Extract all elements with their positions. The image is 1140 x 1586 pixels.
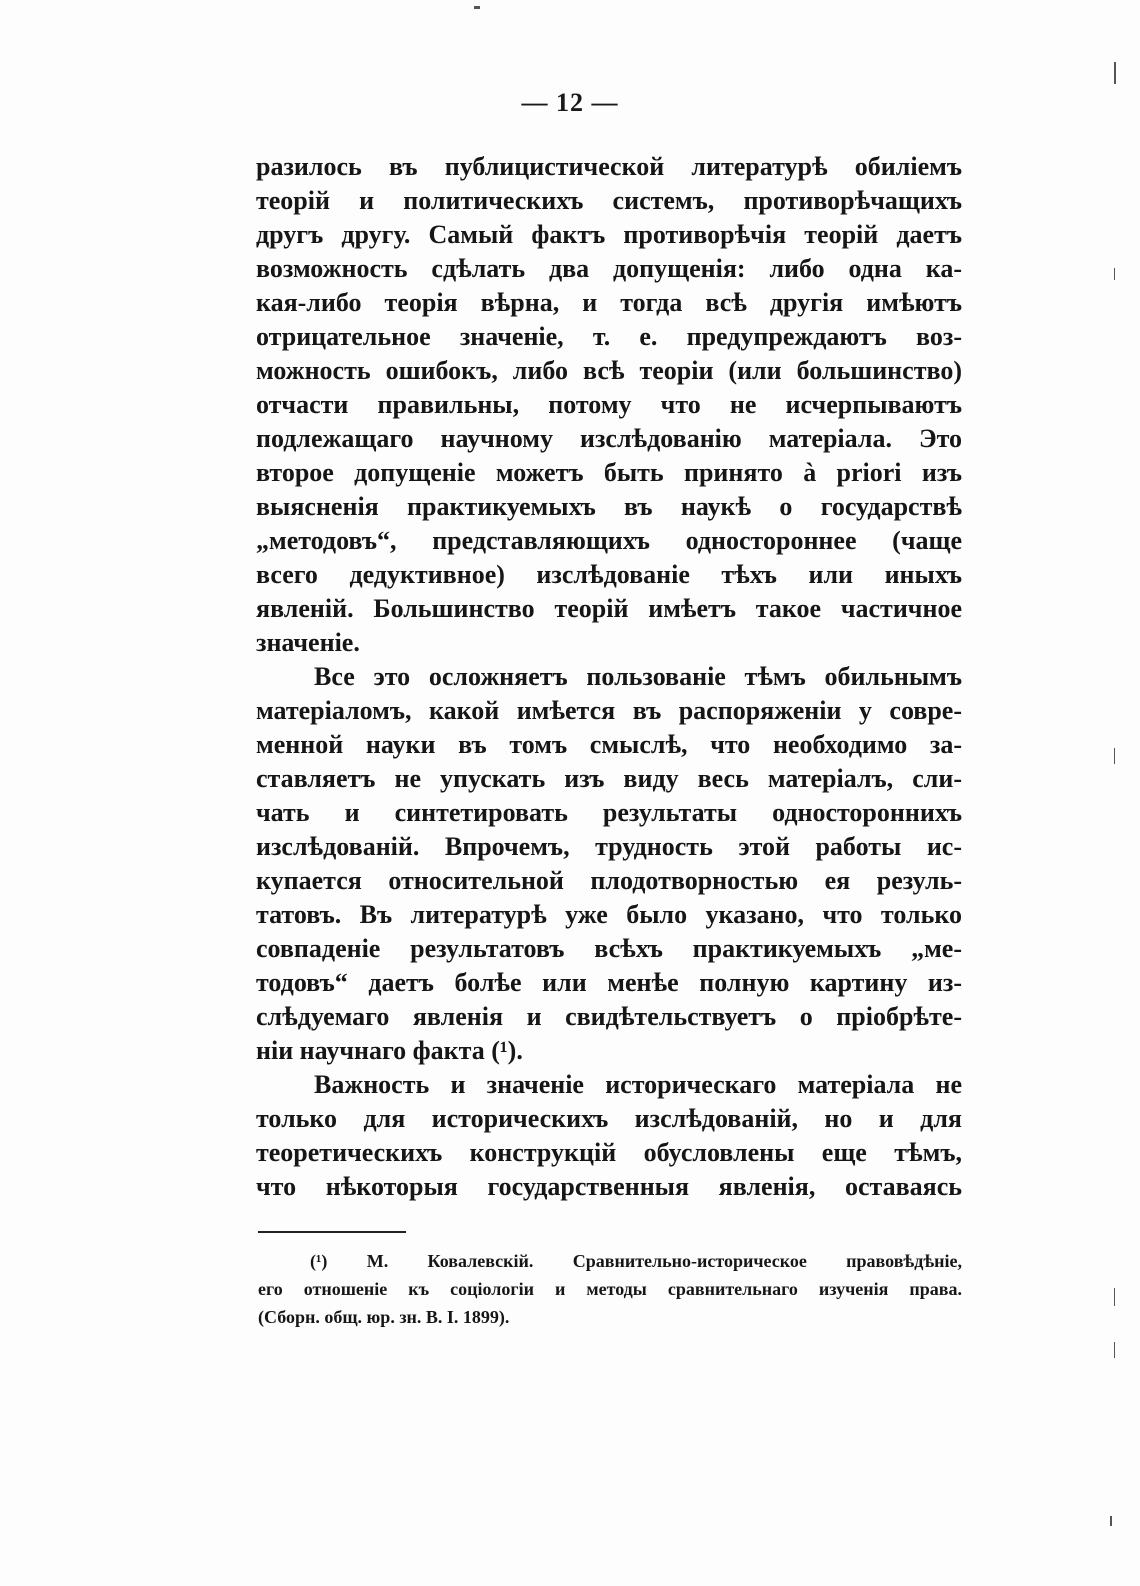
text-line: отчасти правильны, потому что не исчерпываютъ: [256, 390, 962, 419]
scan-artifact: [1110, 1516, 1112, 1526]
text-line: теорій и политическихъ системъ, противорѣчащихъ: [256, 186, 962, 215]
text-line: что нѣкоторыя государственныя явленія, оставаясь: [256, 1172, 962, 1201]
text-line: матеріаломъ, какой имѣется въ распоряженіи у совре-: [256, 696, 962, 725]
text-line: изслѣдованій. Впрочемъ, трудность этой работы ис-: [256, 832, 962, 861]
text-line: татовъ. Въ литературѣ уже было указано, что только: [256, 900, 962, 929]
text-line: только для историческихъ изслѣдованій, но и для: [256, 1104, 962, 1133]
body-text: [256, 150, 962, 1204]
footnote-line: (¹) М. Ковалевскій. Сравнительно-историческое правовѣдѣніе,: [310, 1251, 962, 1271]
text-line: разилось въ публицистической литературѣ обиліемъ: [256, 152, 962, 181]
text-line: можность ошибокъ, либо всѣ теоріи (или большинство): [256, 356, 962, 385]
scan-artifact: [1114, 268, 1115, 280]
text-line: подлежащаго научному изслѣдованію матеріала. Это: [256, 424, 962, 453]
text-line: теоретическихъ конструкцій обусловлены еще тѣмъ,: [256, 1138, 962, 1167]
text-line: отрицательное значеніе, т. е. предупреждаютъ воз-: [256, 322, 962, 351]
footnote-line: его отношеніе къ соціологіи и методы сравнительнаго изученія права.: [258, 1279, 962, 1299]
text-line: кая-либо теорія вѣрна, и тогда всѣ другія имѣютъ: [256, 288, 962, 317]
text-line: выясненія практикуемыхъ въ наукѣ о государствѣ: [256, 492, 962, 521]
text-line: ставляетъ не упускать изъ виду весь матеріалъ, сли-: [256, 764, 962, 793]
paragraph-start-line: Важность и значеніе историческаго матеріала не: [314, 1070, 962, 1099]
footnote-line: (Сборн. общ. юр. зн. В. I. 1899).: [258, 1307, 510, 1327]
text-line: слѣдуемаго явленія и свидѣтельствуетъ о пріобрѣте-: [256, 1002, 962, 1031]
text-line: купается относительной плодотворностью ея резуль-: [256, 866, 962, 895]
footnote-divider: [258, 1231, 406, 1233]
paragraph-start-line: Все это осложняетъ пользованіе тѣмъ обильнымъ: [314, 662, 962, 691]
footnote-block: [258, 1247, 962, 1331]
text-line: второе допущеніе можетъ быть принято à priori изъ: [256, 458, 962, 487]
text-line: тодовъ“ даетъ болѣе или менѣе полную картину из-: [256, 968, 962, 997]
text-line: явленій. Большинство теорій имѣетъ такое частичное: [256, 594, 962, 623]
scan-artifact: [1114, 748, 1115, 764]
text-line: другъ другу. Самый фактъ противорѣчія теорій даетъ: [256, 220, 962, 249]
text-line: всего дедуктивное) изслѣдованіе тѣхъ или иныхъ: [256, 560, 962, 589]
scan-artifact: [1114, 1342, 1115, 1358]
scan-artifact: [1114, 62, 1116, 84]
text-line: значеніе.: [256, 628, 360, 657]
text-line: совпаденіе результатовъ всѣхъ практикуемыхъ „ме-: [256, 934, 962, 963]
scan-artifact: [1114, 1288, 1115, 1306]
text-line: „методовъ“, представляющихъ одностороннее (чаще: [256, 526, 962, 555]
text-line: ніи научнаго факта (¹).: [256, 1036, 523, 1065]
text-line: менной науки въ томъ смыслѣ, что необходимо за-: [256, 730, 962, 759]
text-line: чать и синтетировать результаты одностороннихъ: [256, 798, 962, 827]
scan-artifact: [474, 6, 480, 9]
page-number: — 12 —: [521, 88, 619, 117]
text-line: возможность сдѣлать два допущенія: либо одна ка-: [256, 254, 962, 283]
